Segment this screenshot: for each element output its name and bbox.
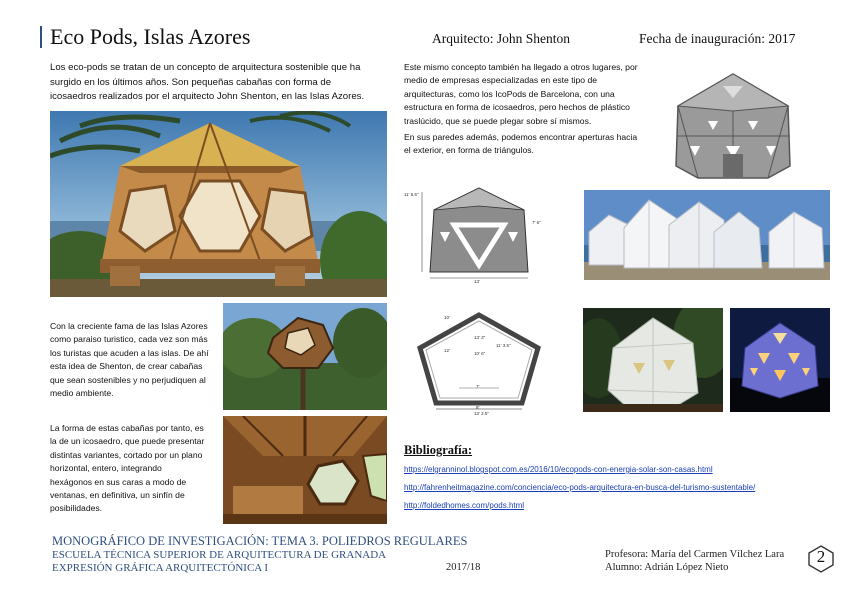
other-places-line: Este mismo concepto también ha llegado a otros lugares, por xyxy=(404,62,638,72)
intro-line: icosaedros realizados por el arquitecto John Shenton, en las Islas Azores. xyxy=(50,91,365,103)
other-places-paragraph xyxy=(404,61,666,128)
translucent-pod-photo xyxy=(583,308,723,412)
shape-line: distintas variantes, cortado por un plano xyxy=(50,449,203,460)
footer-teacher: Profesora: María del Carmen Vílchez Lara xyxy=(605,549,785,560)
intro-paragraph xyxy=(50,61,395,105)
other-places-line: estructura en forma de icosaedros, pero hechos de plástico xyxy=(404,102,630,113)
other-places-line: arquitecturas, como los IcoPods de Barcelona, con una xyxy=(404,88,615,99)
shape-line: posibilidades. xyxy=(50,503,103,514)
tree-pod-photo xyxy=(223,303,387,410)
elevation-side-label: 7' 6" xyxy=(532,220,541,225)
plan-label-c: 11' 3.5" xyxy=(496,343,511,348)
interior-photo xyxy=(223,416,387,524)
bibliography-link-2[interactable]: http://fahrenheitmagazine.com/conciencia/eco-pods-arquitectura-en-busca-del-turismo-sustentable/ xyxy=(404,483,756,492)
bibliography-link-3[interactable]: http://foldedhomes.com/pods.html xyxy=(404,501,525,510)
plan-label-h: 13' 2.5" xyxy=(474,411,489,416)
fame-line: los turistas que acuden a las islas. De ahí xyxy=(50,347,209,358)
fame-line: esta idea de Shenton, de crear cabañas xyxy=(50,361,203,372)
inauguration-label: Fecha de inauguración: 2017 xyxy=(639,31,796,46)
openings-paragraph xyxy=(404,131,666,158)
footer-school: ESCUELA TÉCNICA SUPERIOR DE ARQUITECTURA DE GRANADA xyxy=(52,549,387,561)
footer-course: EXPRESIÓN GRÁFICA ARQUITECTÓNICA I xyxy=(52,562,269,574)
shape-line: la de un icosaedro, que puede presentar xyxy=(50,436,205,447)
night-pod-photo xyxy=(730,308,830,412)
plan-label-d: 12' xyxy=(444,348,450,353)
architect-label: Arquitecto: John Shenton xyxy=(432,31,570,46)
plan-label-e: 10' 6" xyxy=(474,351,486,356)
page-title: Eco Pods, Islas Azores xyxy=(50,24,251,49)
bibliography-title: Bibliografía: xyxy=(404,443,473,457)
footer-student: Alumno: Adrián López Nieto xyxy=(605,562,729,573)
plan-label-f: 7' xyxy=(476,384,480,389)
shape-line: horizontal, entero, integrando xyxy=(50,463,162,474)
eco-pod-main-photo xyxy=(50,111,387,297)
bibliography-link-1[interactable]: https://elgranninol.blogspot.com.es/2016/10/ecopods-con-energia-solar-son-casas.html xyxy=(404,465,713,474)
elevation-width-label: 13' xyxy=(474,279,480,284)
footer-monograph: MONOGRÁFICO DE INVESTIGACIÓN: TEMA 3. POLIEDROS REGULARES xyxy=(52,534,468,548)
plan-label-a: 10' xyxy=(444,315,450,320)
fame-line: como paraiso turistico, cada vez son más xyxy=(50,334,208,345)
page-number: 2 xyxy=(816,547,826,566)
intro-line: Los eco-pods se tratan de un concepto de arquitectura sostenible que ha xyxy=(50,62,361,73)
footer-year: 2017/18 xyxy=(446,562,481,573)
elevation-drawing xyxy=(404,170,550,288)
shape-line: hexágonos en sus caras a modo de xyxy=(50,476,187,487)
plan-label-b: 13' 3" xyxy=(474,335,486,340)
fame-line: medio ambiente. xyxy=(50,388,114,399)
intro-line: surgido en los últimos años. Son pequeñas cabañas con forma de xyxy=(50,76,332,88)
fame-line: que sean sostenibles y no perjudiquen al xyxy=(50,374,206,385)
openings-line: el exterior, en forma de triángulos. xyxy=(404,145,534,156)
shape-paragraph xyxy=(50,422,218,516)
other-places-line: traslúcido, que se puede plegar sobre sí mismos. xyxy=(404,115,592,126)
icopod-render xyxy=(668,66,798,182)
fame-paragraph xyxy=(50,320,218,400)
openings-line: En sus paredes además, podemos encontrar aperturas hacia xyxy=(404,132,638,142)
plan-drawing xyxy=(404,303,554,418)
title-accent-bar xyxy=(40,26,42,48)
other-places-line: medio de empresas especializadas en este tipo de xyxy=(404,75,597,86)
shape-line: La forma de estas cabañas por tanto, es xyxy=(50,423,204,433)
fame-line: Con la creciente fama de las Islas Azores xyxy=(50,321,208,331)
plan-label-g: 8' xyxy=(476,405,480,410)
icopods-row-photo xyxy=(584,190,830,280)
shape-line: ventanas, en definitiva, un sinfín de xyxy=(50,490,185,501)
elevation-height-label: 11' 6.5" xyxy=(404,192,419,197)
